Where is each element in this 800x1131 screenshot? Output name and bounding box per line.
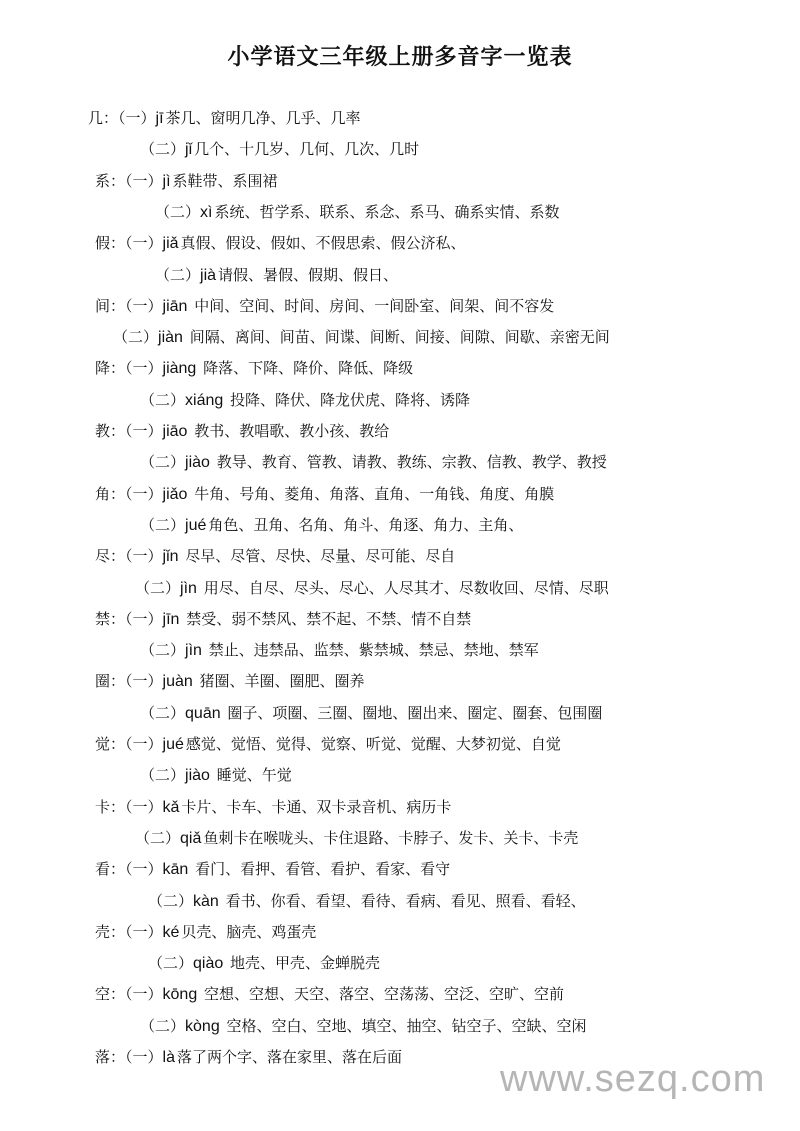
entry-head: 降：（一） — [95, 359, 163, 378]
list-item — [95, 1046, 402, 1068]
pinyin: kǎ — [162, 798, 180, 816]
list-item — [140, 451, 607, 473]
pinyin: jué — [162, 736, 184, 753]
entry-head: 尽：（一） — [95, 547, 163, 566]
pinyin: jià — [200, 266, 217, 284]
entry-head: （二） — [140, 515, 186, 534]
example-words: 中间、空间、时间、房间、一间卧室、间架、间不容发 — [189, 296, 555, 315]
entry-head: （二） — [135, 578, 181, 597]
example-words: 投降、降伏、降龙伏虎、降将、诱降 — [225, 390, 471, 409]
example-words: 用尽、自尽、尽头、尽心、人尽其才、尽数收回、尽情、尽职 — [198, 578, 609, 597]
pinyin: qiào — [193, 955, 224, 973]
list-item — [140, 639, 539, 661]
example-words: 鱼刺卡在喉咙头、卡住退路、卡脖子、发卡、关卡、卡壳 — [203, 828, 579, 847]
example-words: 教书、教唱歌、教小孩、教给 — [189, 422, 390, 440]
entry-head: 觉：（一） — [95, 735, 163, 753]
example-words: 地壳、甲壳、金蝉脱壳 — [225, 954, 381, 973]
example-words: 落了两个字、落在家里、落在后面 — [176, 1048, 402, 1066]
example-words: 系鞋带、系围裙 — [172, 171, 278, 190]
pinyin: jiào — [185, 767, 210, 785]
list-item — [95, 357, 413, 379]
list-item — [140, 514, 523, 536]
example-words: 请假、暑假、假期、假日、 — [218, 265, 399, 284]
pinyin: jiǎ — [162, 235, 179, 253]
entry-head: （二） — [135, 828, 181, 847]
pinyin: jìn — [180, 579, 197, 597]
example-words: 系统、哲学系、联系、系念、系马、确系实情、系数 — [214, 202, 560, 221]
list-item — [140, 389, 470, 411]
list-item — [95, 483, 554, 505]
list-item — [95, 921, 316, 943]
list-item — [155, 264, 398, 286]
list-item — [148, 890, 586, 912]
example-words: 禁受、弱不禁风、禁不起、不禁、情不自禁 — [181, 609, 472, 628]
pinyin: kōng — [162, 986, 198, 1004]
pinyin: kān — [162, 861, 189, 879]
list-item — [113, 326, 610, 348]
pinyin: ké — [162, 923, 180, 941]
entry-head: （二） — [155, 265, 201, 284]
entry-head: （二） — [148, 954, 194, 973]
pinyin: là — [162, 1049, 175, 1066]
pinyin: jīn — [162, 610, 180, 628]
list-item — [140, 138, 419, 160]
pinyin: kòng — [185, 1017, 220, 1035]
page-title: 小学语文三年级上册多音字一览表 — [227, 45, 573, 70]
pinyin: jué — [185, 516, 207, 534]
entry-head: 教：（一） — [95, 422, 163, 440]
entry-head: （二） — [155, 202, 201, 221]
example-words: 看门、看押、看管、看护、看家、看守 — [190, 860, 451, 879]
list-item — [95, 170, 278, 192]
example-words: 猪圈、羊圈、圈肥、圈养 — [194, 672, 365, 691]
watermark: www.sezq.com — [500, 1058, 766, 1100]
list-item — [95, 858, 450, 880]
entry-head: （二） — [140, 390, 186, 409]
example-words: 禁止、违禁品、监禁、紫禁城、禁忌、禁地、禁军 — [203, 641, 539, 660]
entry-head: 落：（一） — [95, 1048, 163, 1066]
list-item — [95, 545, 455, 567]
pinyin: qiǎ — [180, 829, 202, 847]
list-item — [95, 983, 564, 1005]
list-item — [95, 733, 561, 755]
pinyin: jiàn — [158, 329, 183, 347]
entry-head: （二） — [148, 891, 194, 910]
list-item — [95, 420, 389, 442]
list-item — [155, 201, 559, 223]
entry-head: 看：（一） — [95, 860, 163, 879]
pinyin: jìn — [185, 642, 202, 660]
pinyin: jǐ — [185, 141, 193, 159]
entry-head: 间：（一） — [95, 296, 163, 315]
entry-head: 系：（一） — [95, 171, 163, 190]
example-words: 圈子、项圈、三圈、圈地、圈出来、圈定、圈套、包围圈 — [222, 703, 603, 722]
example-words: 真假、假设、假如、不假思索、假公济私、 — [180, 234, 466, 253]
pinyin: xì — [200, 203, 213, 221]
example-words: 感觉、觉悟、觉得、觉察、听觉、觉醒、大梦初觉、自觉 — [185, 735, 561, 753]
example-words: 茶几、窗明几净、几乎、几率 — [165, 109, 361, 127]
entry-head: 壳：（一） — [95, 922, 163, 941]
entry-head: （二） — [140, 1016, 186, 1035]
entry-head: （二） — [140, 453, 186, 472]
entry-head: 圈：（一） — [95, 672, 163, 691]
list-item — [88, 107, 361, 129]
list-item — [135, 577, 609, 599]
list-item — [95, 608, 471, 630]
example-words: 空想、空想、天空、落空、空荡荡、空泛、空旷、空前 — [199, 985, 564, 1004]
list-item — [95, 232, 466, 254]
example-words: 牛角、号角、菱角、角落、直角、一角钱、角度、角膜 — [189, 484, 555, 503]
example-words: 教导、教育、管教、请教、教练、宗教、信教、教学、教授 — [211, 453, 607, 472]
entry-head: 卡：（一） — [95, 797, 163, 816]
entry-head: 空：（一） — [95, 985, 163, 1004]
example-words: 角色、丑角、名角、角斗、角逐、角力、主角、 — [208, 515, 524, 534]
pinyin: jiǎo — [162, 485, 188, 503]
entry-head: （二） — [140, 766, 186, 785]
example-words: 贝壳、脑壳、鸡蛋壳 — [181, 922, 317, 941]
list-item — [140, 702, 602, 724]
entry-head: 假：（一） — [95, 234, 163, 253]
example-words: 睡觉、午觉 — [211, 766, 292, 785]
example-words: 尽早、尽管、尽快、尽量、尽可能、尽自 — [180, 547, 456, 566]
list-item — [148, 952, 380, 974]
list-item — [95, 670, 365, 692]
entry-head: 几：（一） — [88, 109, 156, 127]
pinyin: jiān — [162, 297, 188, 315]
pinyin: jì — [162, 172, 171, 190]
example-words: 降落、下降、降价、降低、降级 — [198, 359, 414, 378]
list-item — [95, 295, 554, 317]
entry-head: （二） — [140, 641, 186, 660]
pinyin: jiàng — [162, 360, 197, 378]
pinyin: kàn — [193, 892, 219, 910]
list-item — [95, 796, 451, 818]
pinyin: juàn — [162, 673, 193, 691]
list-item — [140, 1015, 587, 1037]
list-item — [135, 827, 578, 849]
example-words: 间隔、离间、间苗、间谍、间断、间接、间隙、间歇、亲密无间 — [184, 328, 610, 347]
example-words: 看书、你看、看望、看待、看病、看见、照看、看轻、 — [220, 891, 586, 910]
entry-head: （二） — [140, 703, 186, 722]
list-item — [140, 764, 292, 786]
pinyin: quān — [185, 704, 221, 722]
example-words: 几个、十几岁、几何、几次、几时 — [194, 140, 420, 159]
entry-head: 禁：（一） — [95, 609, 163, 628]
example-words: 卡片、卡车、卡通、双卡录音机、病历卡 — [181, 797, 452, 816]
entry-head: 角：（一） — [95, 484, 163, 503]
pinyin: jǐn — [162, 548, 179, 566]
example-words: 空格、空白、空地、填空、抽空、钻空子、空缺、空闲 — [221, 1016, 587, 1035]
pinyin: jiào — [185, 454, 210, 472]
entry-head: （二） — [140, 140, 186, 159]
pinyin: jī — [155, 110, 164, 127]
pinyin: jiāo — [162, 423, 188, 440]
entry-head: （二） — [113, 328, 159, 347]
pinyin: xiáng — [185, 391, 224, 409]
